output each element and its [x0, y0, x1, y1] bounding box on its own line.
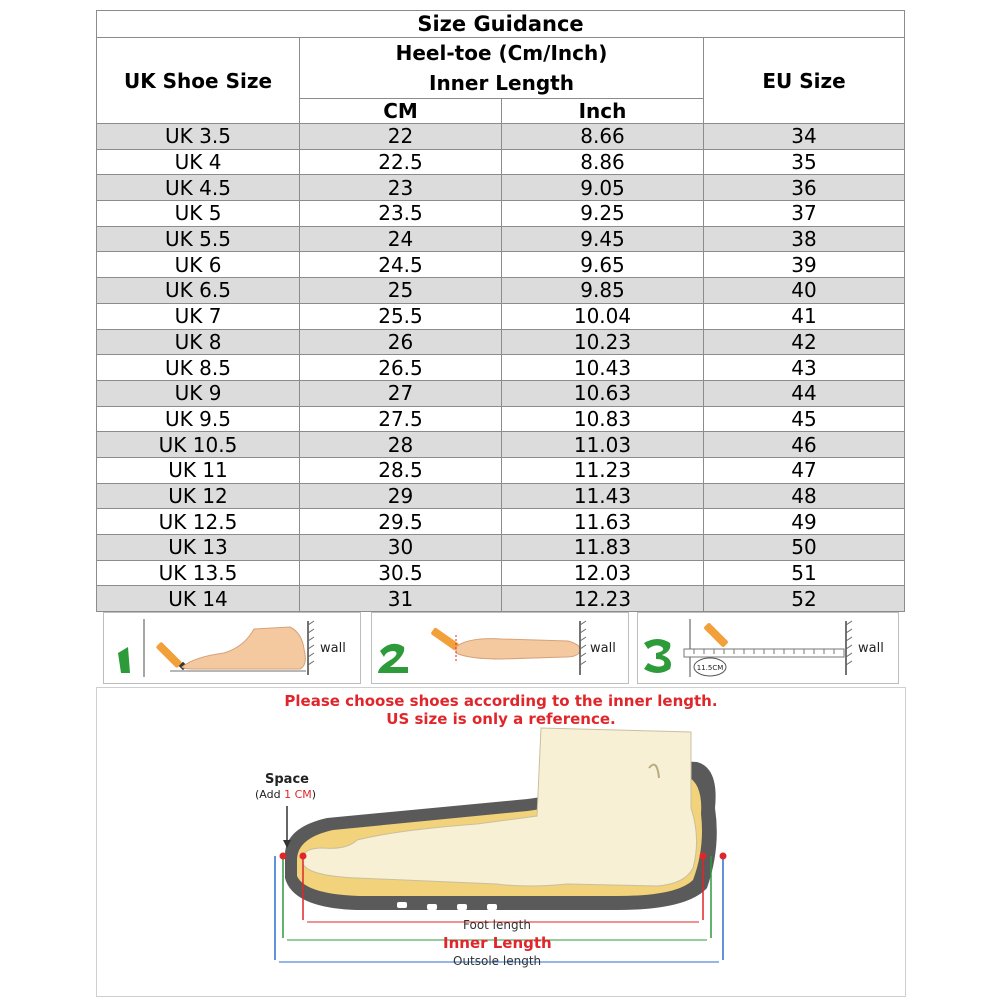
cell-uk: UK 4	[97, 149, 300, 175]
foot-top-icon	[456, 639, 580, 659]
cell-uk: UK 6.5	[97, 278, 300, 304]
foot-length-label: Foot length	[463, 918, 531, 932]
cell-eu: 48	[704, 483, 905, 509]
cell-inch: 9.45	[502, 226, 704, 252]
cell-inch: 8.86	[502, 149, 704, 175]
cell-uk: UK 13	[97, 535, 300, 561]
ruler-mark-label: 11.5CM	[696, 664, 724, 672]
cell-uk: UK 7	[97, 303, 300, 329]
cell-inch: 9.65	[502, 252, 704, 278]
cell-uk: UK 14	[97, 586, 300, 612]
pencil-icon	[703, 622, 728, 647]
cell-eu: 38	[704, 226, 905, 252]
cell-inch: 10.23	[502, 329, 704, 355]
table-row	[97, 586, 905, 612]
cell-cm: 26	[300, 329, 502, 355]
step-1-panel	[103, 612, 361, 684]
cell-eu: 46	[704, 432, 905, 458]
cell-uk: UK 8.5	[97, 355, 300, 381]
step-1-wall-label: wall	[320, 641, 346, 656]
cell-cm: 25.5	[300, 303, 502, 329]
cell-inch: 8.66	[502, 124, 704, 150]
cell-uk: UK 3.5	[97, 124, 300, 150]
cell-cm: 27	[300, 380, 502, 406]
cell-uk: UK 5	[97, 201, 300, 227]
step-number-2	[378, 644, 408, 673]
cell-cm: 30	[300, 535, 502, 561]
cell-inch: 11.23	[502, 457, 704, 483]
cell-cm: 24	[300, 226, 502, 252]
cell-uk: UK 12.5	[97, 509, 300, 535]
table-row	[97, 432, 905, 458]
cell-inch: 12.03	[502, 560, 704, 586]
cell-cm: 31	[300, 586, 502, 612]
table-row	[97, 509, 905, 535]
cell-eu: 37	[704, 201, 905, 227]
table-row	[97, 380, 905, 406]
cell-uk: UK 8	[97, 329, 300, 355]
pencil-icon	[430, 627, 459, 651]
inner-length-diagram	[96, 687, 906, 997]
table-row	[97, 406, 905, 432]
cell-uk: UK 9.5	[97, 406, 300, 432]
table-row	[97, 201, 905, 227]
header-inner-length	[300, 38, 704, 99]
cell-eu: 35	[704, 149, 905, 175]
cell-cm: 30.5	[300, 560, 502, 586]
cell-inch: 9.05	[502, 175, 704, 201]
measurement-steps	[103, 612, 897, 684]
cell-uk: UK 13.5	[97, 560, 300, 586]
inner-length-label: Inner Length	[443, 934, 552, 952]
header-uk-size: UK Shoe Size	[97, 38, 300, 124]
table-row	[97, 303, 905, 329]
header-inner-length-label: Inner Length	[429, 71, 574, 95]
header-eu-size: EU Size	[704, 38, 905, 124]
step-number-1	[118, 647, 130, 673]
cell-eu: 47	[704, 457, 905, 483]
cell-eu: 45	[704, 406, 905, 432]
space-label: Space	[265, 772, 309, 787]
pencil-icon	[156, 642, 183, 669]
space-value: 1 CM	[284, 788, 312, 801]
table-row	[97, 535, 905, 561]
size-rows	[97, 124, 905, 612]
cell-cm: 24.5	[300, 252, 502, 278]
cell-eu: 36	[704, 175, 905, 201]
cell-cm: 28	[300, 432, 502, 458]
cell-cm: 22.5	[300, 149, 502, 175]
cell-inch: 10.43	[502, 355, 704, 381]
cell-uk: UK 10.5	[97, 432, 300, 458]
cell-eu: 41	[704, 303, 905, 329]
cell-cm: 29	[300, 483, 502, 509]
header-heel-toe: Heel-toe (Cm/Inch)	[395, 41, 608, 65]
step-2-wall-label: wall	[590, 641, 616, 656]
cell-cm: 22	[300, 124, 502, 150]
cell-uk: UK 4.5	[97, 175, 300, 201]
cell-uk: UK 12	[97, 483, 300, 509]
cell-inch: 11.63	[502, 509, 704, 535]
table-row	[97, 175, 905, 201]
step-3-panel	[637, 612, 899, 684]
step-3-wall-label: wall	[858, 641, 884, 656]
cell-inch: 9.85	[502, 278, 704, 304]
cell-cm: 27.5	[300, 406, 502, 432]
cell-eu: 34	[704, 124, 905, 150]
size-table	[96, 10, 905, 612]
cell-inch: 10.63	[502, 380, 704, 406]
step-number-3	[644, 639, 671, 673]
cell-cm: 28.5	[300, 457, 502, 483]
outsole-length-label: Outsole length	[453, 954, 542, 968]
cell-inch: 10.04	[502, 303, 704, 329]
table-row	[97, 252, 905, 278]
cell-eu: 50	[704, 535, 905, 561]
cell-uk: UK 11	[97, 457, 300, 483]
cell-eu: 40	[704, 278, 905, 304]
table-title: Size Guidance	[97, 11, 905, 38]
cell-uk: UK 6	[97, 252, 300, 278]
foot-side-icon	[182, 627, 305, 669]
table-row	[97, 149, 905, 175]
note-inner-length: Please choose shoes according to the inner length.	[284, 692, 718, 710]
table-row	[97, 355, 905, 381]
cell-inch: 9.25	[502, 201, 704, 227]
cell-eu: 43	[704, 355, 905, 381]
header-inch: Inch	[502, 99, 704, 124]
cell-uk: UK 5.5	[97, 226, 300, 252]
cell-cm: 23.5	[300, 201, 502, 227]
cell-inch: 11.83	[502, 535, 704, 561]
header-cm: CM	[300, 99, 502, 124]
table-row	[97, 124, 905, 150]
table-row	[97, 329, 905, 355]
cell-eu: 49	[704, 509, 905, 535]
cell-cm: 25	[300, 278, 502, 304]
cell-eu: 39	[704, 252, 905, 278]
table-row	[97, 457, 905, 483]
table-row	[97, 560, 905, 586]
table-row	[97, 483, 905, 509]
cell-eu: 51	[704, 560, 905, 586]
table-row	[97, 226, 905, 252]
step-2-panel	[371, 612, 629, 684]
cell-cm: 26.5	[300, 355, 502, 381]
cell-inch: 10.83	[502, 406, 704, 432]
cell-eu: 52	[704, 586, 905, 612]
table-row	[97, 278, 905, 304]
cell-cm: 23	[300, 175, 502, 201]
cell-inch: 12.23	[502, 586, 704, 612]
cell-uk: UK 9	[97, 380, 300, 406]
note-us-size: US size is only a reference.	[386, 710, 616, 728]
cell-inch: 11.43	[502, 483, 704, 509]
cell-eu: 42	[704, 329, 905, 355]
cell-cm: 29.5	[300, 509, 502, 535]
space-sub-label: (Add 1 CM)	[255, 788, 317, 801]
cell-inch: 11.03	[502, 432, 704, 458]
cell-eu: 44	[704, 380, 905, 406]
